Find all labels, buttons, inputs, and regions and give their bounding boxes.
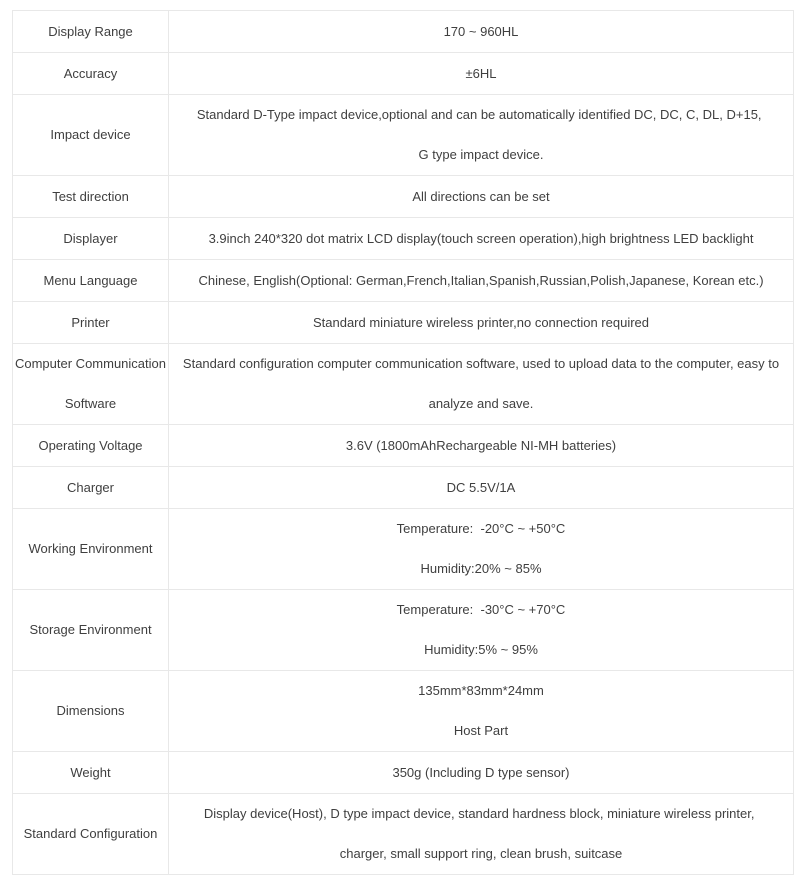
spec-value-cell xyxy=(169,176,794,218)
spec-value-cell xyxy=(169,11,794,53)
spec-label-line: Operating Voltage xyxy=(38,437,143,453)
spec-label-line: Displayer xyxy=(63,230,118,246)
table-row xyxy=(13,344,794,425)
spec-label-line: Charger xyxy=(67,479,114,495)
spec-value-cell xyxy=(169,425,794,467)
spec-label-cell xyxy=(13,590,169,671)
table-row xyxy=(13,95,794,176)
table-row xyxy=(13,425,794,467)
spec-value-line: 350g (Including D type sensor) xyxy=(392,764,570,780)
spec-value-line: G type impact device. xyxy=(418,147,544,162)
spec-value-line: Standard configuration computer communication software, used to upload data to the computer, easy to xyxy=(182,356,780,371)
spec-value-line: Standard D-Type impact device,optional and can be automatically identified DC, DC, C, DL, D+15, xyxy=(196,107,766,122)
spec-value-cell xyxy=(169,218,794,260)
spec-label-line: Display Range xyxy=(48,23,133,39)
spec-label-line: Accuracy xyxy=(63,65,118,81)
spec-label-cell xyxy=(13,794,169,875)
spec-value-line: 3.6V (1800mAhRechargeable NI-MH batteries) xyxy=(345,437,617,453)
spec-label-cell xyxy=(13,302,169,344)
spec-value-line: Humidity:5% ~ 95% xyxy=(424,642,538,657)
spec-label-line: Test direction xyxy=(52,188,129,204)
spec-label-line: Dimensions xyxy=(56,703,125,718)
table-row xyxy=(13,590,794,671)
table-row xyxy=(13,218,794,260)
spec-label-cell xyxy=(13,671,169,752)
table-row xyxy=(13,467,794,509)
spec-value-cell xyxy=(169,95,794,176)
spec-value-cell xyxy=(169,671,794,752)
spec-value-cell xyxy=(169,344,794,425)
spec-value-line: 135mm*83mm*24mm xyxy=(418,683,544,698)
spec-value-cell xyxy=(169,53,794,95)
spec-value-cell xyxy=(169,752,794,794)
spec-label-line: Impact device xyxy=(50,127,131,142)
spec-label-line: Standard Configuration xyxy=(23,826,158,841)
spec-label-cell xyxy=(13,218,169,260)
spec-value-line: Temperature: -20°C ~ +50°C xyxy=(396,521,566,536)
table-row xyxy=(13,53,794,95)
spec-value-line: Temperature: -30°C ~ +70°C xyxy=(396,602,566,617)
spec-label-cell xyxy=(13,509,169,590)
spec-value-cell xyxy=(169,467,794,509)
table-row xyxy=(13,11,794,53)
table-row xyxy=(13,752,794,794)
spec-value-line: Standard miniature wireless printer,no connection required xyxy=(312,314,650,330)
spec-table-body xyxy=(13,11,794,875)
spec-label-cell xyxy=(13,53,169,95)
table-row xyxy=(13,176,794,218)
spec-label-line: Storage Environment xyxy=(29,622,152,637)
spec-value-cell xyxy=(169,794,794,875)
spec-label-cell xyxy=(13,467,169,509)
spec-value-line: charger, small support ring, clean brush, suitcase xyxy=(339,846,623,861)
spec-value-line: Display device(Host), D type impact device, standard hardness block, miniature wireless printer, xyxy=(203,806,759,821)
spec-label-line: Computer Communication xyxy=(14,356,166,371)
spec-value-line: ±6HL xyxy=(465,65,497,81)
spec-value-line: analyze and save. xyxy=(428,396,534,411)
table-row xyxy=(13,794,794,875)
spec-label-cell xyxy=(13,344,169,425)
spec-label-line: Working Environment xyxy=(28,541,153,556)
spec-label-cell xyxy=(13,425,169,467)
spec-label-line: Software xyxy=(64,396,117,411)
spec-value-line: Humidity:20% ~ 85% xyxy=(420,561,542,576)
spec-label-line: Printer xyxy=(71,314,110,330)
spec-value-line: 3.9inch 240*320 dot matrix LCD display(touch screen operation),high brightness LED backlight xyxy=(208,230,754,246)
spec-label-line: Weight xyxy=(70,764,111,780)
spec-value-cell xyxy=(169,302,794,344)
spec-value-line: Chinese, English(Optional: German,French,Italian,Spanish,Russian,Polish,Japanese, Korean etc.) xyxy=(198,272,764,288)
spec-table-container xyxy=(12,10,794,875)
spec-value-line: All directions can be set xyxy=(412,188,550,204)
spec-value-line: DC 5.5V/1A xyxy=(446,479,516,495)
spec-value-cell xyxy=(169,590,794,671)
spec-label-line: Menu Language xyxy=(43,272,138,288)
spec-label-cell xyxy=(13,95,169,176)
spec-label-cell xyxy=(13,176,169,218)
spec-value-line: Host Part xyxy=(453,723,509,738)
table-row xyxy=(13,302,794,344)
spec-label-cell xyxy=(13,752,169,794)
spec-value-cell xyxy=(169,509,794,590)
spec-value-cell xyxy=(169,260,794,302)
table-row xyxy=(13,671,794,752)
spec-label-cell xyxy=(13,260,169,302)
spec-value-line: 170 ~ 960HL xyxy=(443,23,519,39)
table-row xyxy=(13,509,794,590)
spec-table xyxy=(12,10,794,875)
table-row xyxy=(13,260,794,302)
spec-label-cell xyxy=(13,11,169,53)
